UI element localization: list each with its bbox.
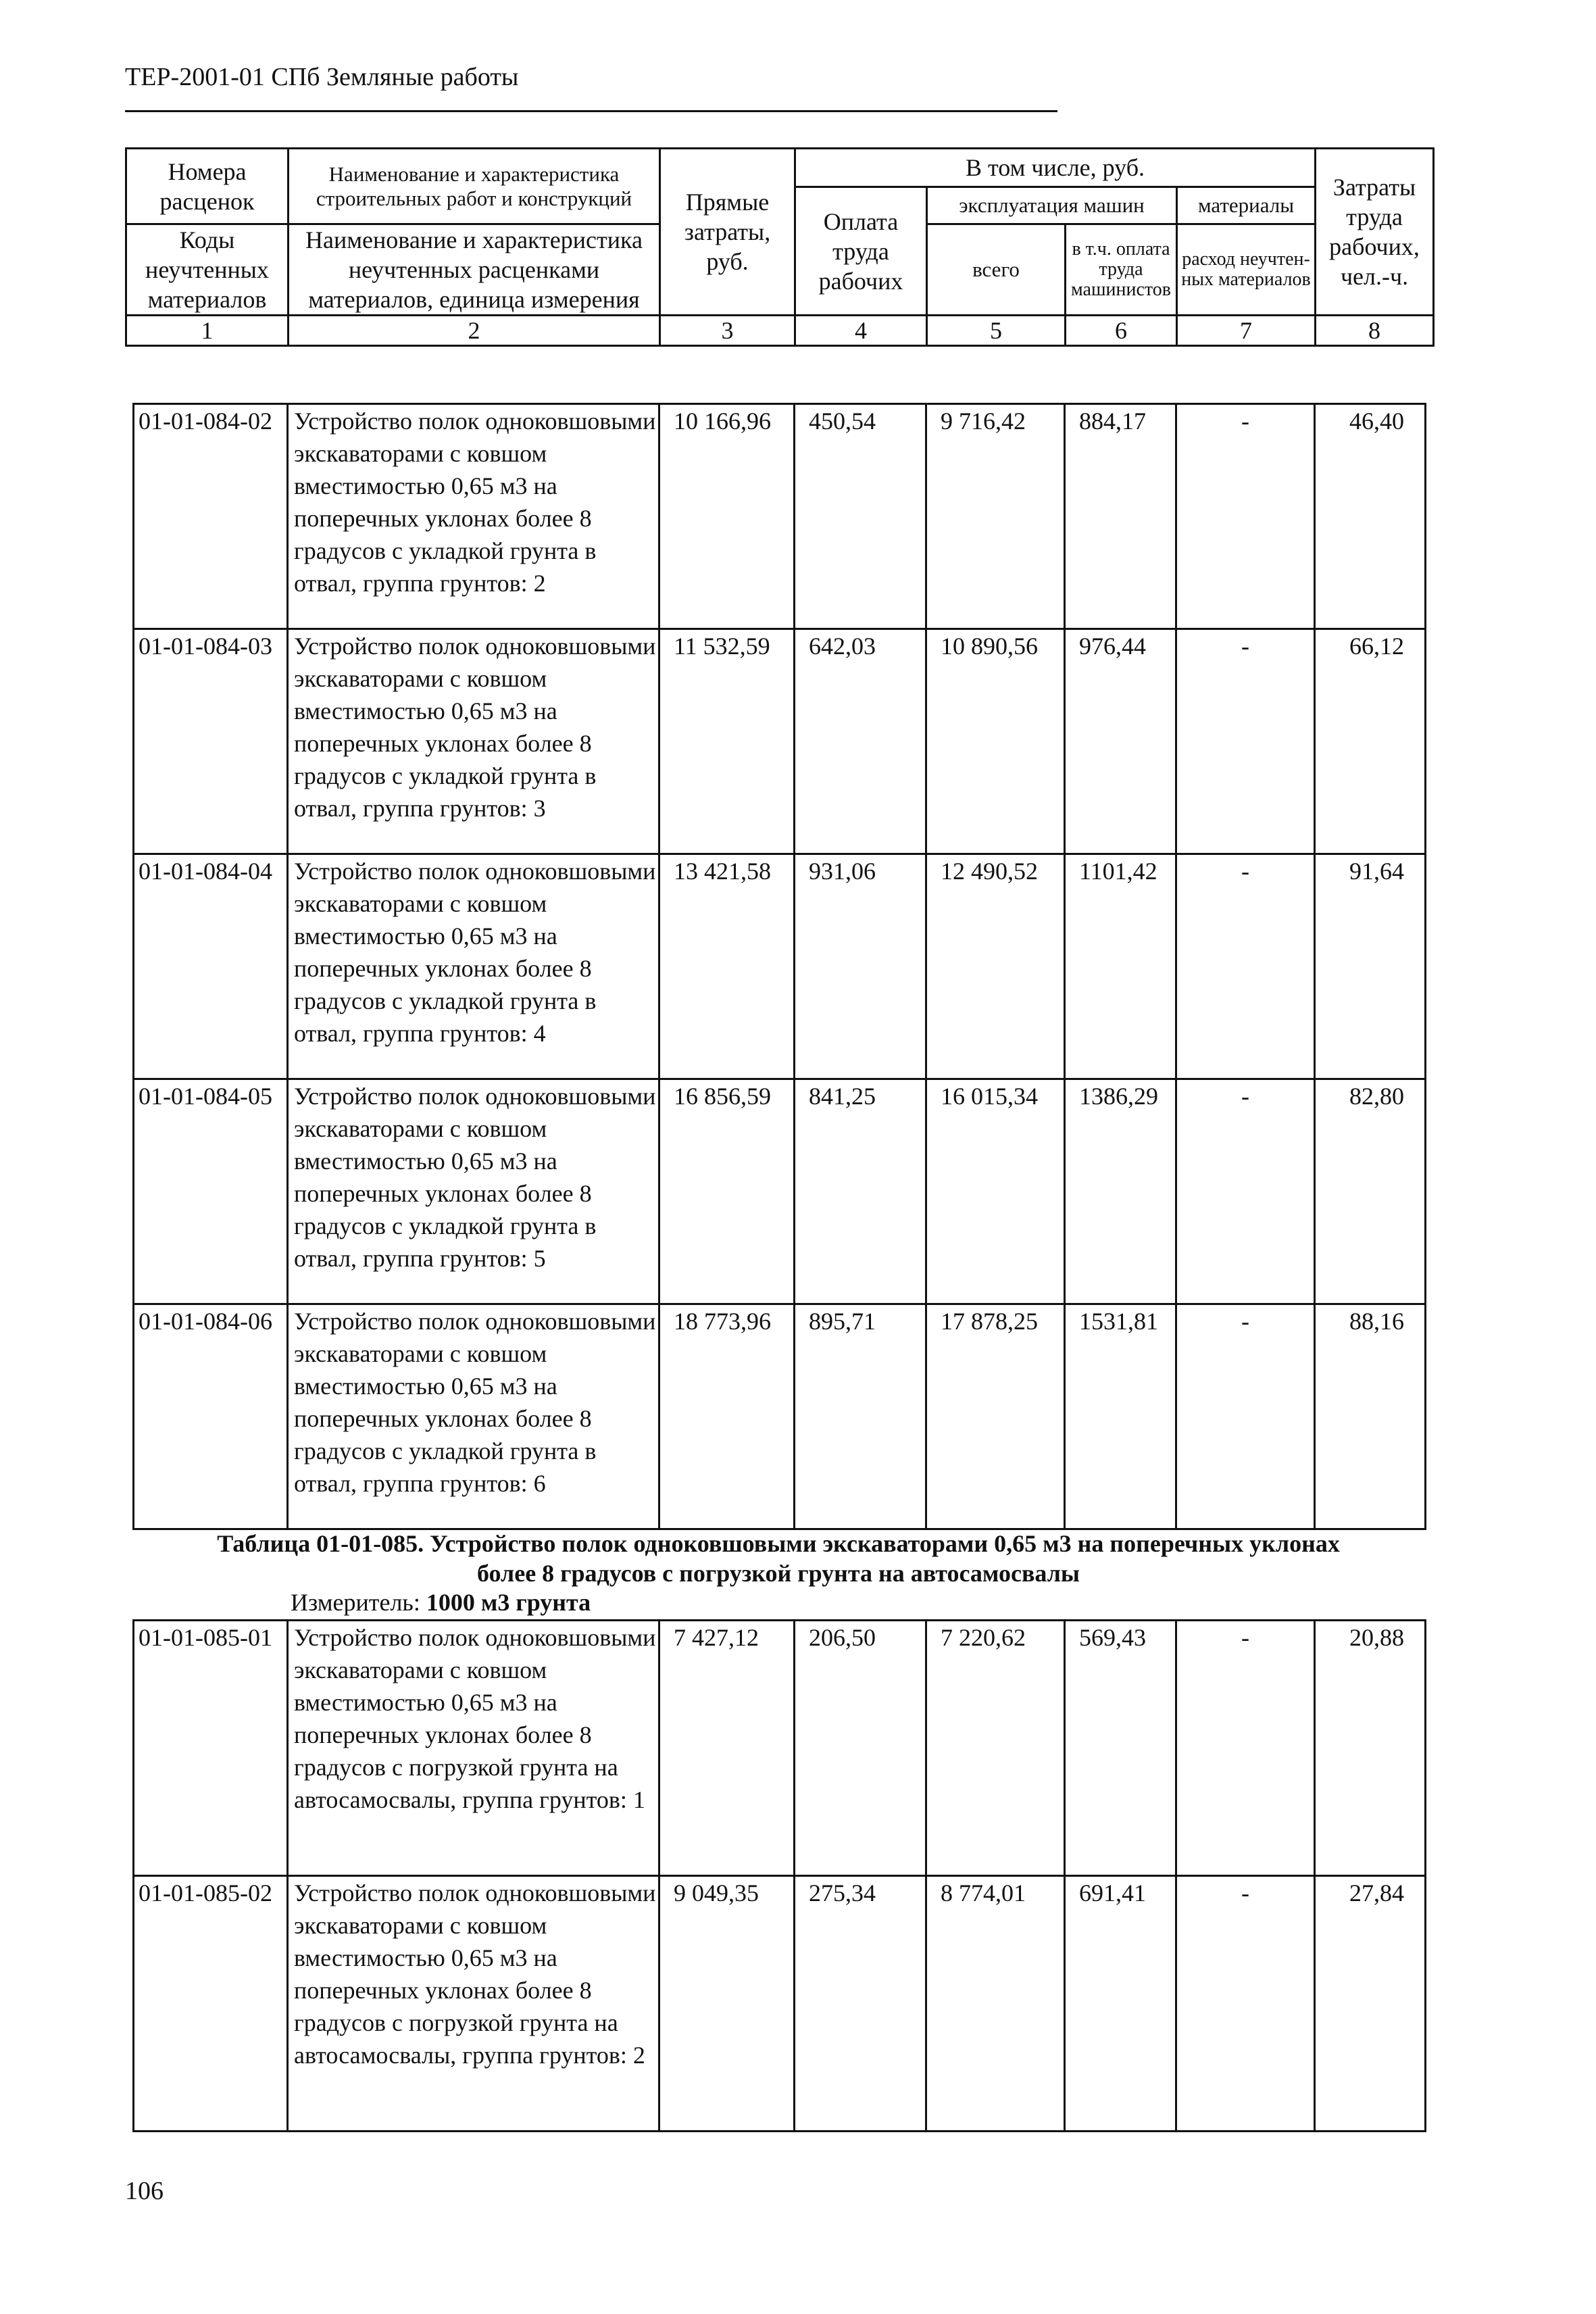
rate-description: Устройство полок одноковшовыми экскаваторами с ковшом вместимостью 0,65 м3 на поперечных уклонах более 8 градусов с погрузкой грунта на автосамосвалы, группа грунтов: 1 bbox=[288, 1621, 659, 1876]
rate-description: Устройство полок одноковшовыми экскаваторами с ковшом вместимостью 0,65 м3 на поперечных уклонах более 8 градусов с укладкой грунта в отвал, группа грунтов: 2 bbox=[288, 404, 659, 629]
rates-table-085 bbox=[132, 1619, 1426, 2132]
labor-hours: 27,84 bbox=[1315, 1876, 1426, 2132]
machinists-pay: 1101,42 bbox=[1065, 854, 1176, 1079]
direct-costs: 10 166,96 bbox=[659, 404, 795, 629]
machinists-pay: 1386,29 bbox=[1065, 1079, 1176, 1304]
header-rule bbox=[125, 110, 1057, 112]
col-header-materials: материалы bbox=[1177, 187, 1316, 224]
col-header-labor-pay: Оплата труда рабочих bbox=[795, 187, 927, 316]
direct-costs: 11 532,59 bbox=[659, 629, 795, 854]
labor-hours: 46,40 bbox=[1315, 404, 1426, 629]
col-number-5: 5 bbox=[927, 316, 1066, 346]
machines-total: 10 890,56 bbox=[926, 629, 1065, 854]
rate-description: Устройство полок одноковшовыми экскаваторами с ковшом вместимостью 0,65 м3 на поперечных уклонах более 8 градусов с укладкой грунта в отвал, группа грунтов: 3 bbox=[288, 629, 659, 854]
labor-hours: 82,80 bbox=[1315, 1079, 1426, 1304]
col-header-unaccounted-materials: расход неучтен-ных материалов bbox=[1177, 224, 1316, 316]
unit-label: Измеритель: bbox=[291, 1589, 420, 1616]
machines-total: 7 220,62 bbox=[926, 1621, 1065, 1876]
table-row bbox=[134, 1876, 1426, 2132]
labor-pay: 841,25 bbox=[795, 1079, 926, 1304]
page-header-title: ТЕР-2001-01 СПб Земляные работы bbox=[125, 63, 519, 91]
table-row bbox=[134, 1079, 1426, 1304]
labor-pay: 275,34 bbox=[795, 1876, 926, 2132]
unaccounted-materials: - bbox=[1176, 404, 1315, 629]
rate-code: 01-01-084-03 bbox=[134, 629, 288, 854]
labor-pay: 895,71 bbox=[795, 1304, 926, 1529]
rate-code: 01-01-084-02 bbox=[134, 404, 288, 629]
machinists-pay: 569,43 bbox=[1065, 1621, 1176, 1876]
table-085-caption bbox=[132, 1529, 1424, 1588]
rate-description: Устройство полок одноковшовыми экскаваторами с ковшом вместимостью 0,65 м3 на поперечных уклонах более 8 градусов с погрузкой грунта на автосамосвалы, группа грунтов: 2 bbox=[288, 1876, 659, 2132]
labor-hours: 91,64 bbox=[1315, 854, 1426, 1079]
col-header-machinists-pay: в т.ч. оплата труда машинистов bbox=[1066, 224, 1177, 316]
labor-hours: 66,12 bbox=[1315, 629, 1426, 854]
labor-pay: 450,54 bbox=[795, 404, 926, 629]
rates-table-084 bbox=[132, 403, 1426, 1530]
labor-hours: 88,16 bbox=[1315, 1304, 1426, 1529]
machines-total: 12 490,52 bbox=[926, 854, 1065, 1079]
machines-total: 17 878,25 bbox=[926, 1304, 1065, 1529]
col-number-4: 4 bbox=[795, 316, 927, 346]
machines-total: 9 716,42 bbox=[926, 404, 1065, 629]
machinists-pay: 884,17 bbox=[1065, 404, 1176, 629]
table-085-unit bbox=[291, 1588, 591, 1617]
rate-description: Устройство полок одноковшовыми экскаваторами с ковшом вместимостью 0,65 м3 на поперечных уклонах более 8 градусов с укладкой грунта в отвал, группа грунтов: 6 bbox=[288, 1304, 659, 1529]
col-number-6: 6 bbox=[1066, 316, 1177, 346]
col-number-1: 1 bbox=[126, 316, 289, 346]
machinists-pay: 1531,81 bbox=[1065, 1304, 1176, 1529]
col-header-work-name: Наименование и характеристика строительных работ и конструкций bbox=[289, 149, 660, 224]
table-row bbox=[134, 629, 1426, 854]
col-header-rate-numbers: Номера расценок bbox=[126, 149, 289, 224]
unaccounted-materials: - bbox=[1176, 1079, 1315, 1304]
rate-code: 01-01-085-02 bbox=[134, 1876, 288, 2132]
page-number: 106 bbox=[125, 2177, 164, 2205]
unaccounted-materials: - bbox=[1176, 629, 1315, 854]
col-number-2: 2 bbox=[289, 316, 660, 346]
col-header-material-codes: Коды неучтенных материалов bbox=[126, 224, 289, 316]
col-header-machines-total: всего bbox=[927, 224, 1066, 316]
rate-code: 01-01-085-01 bbox=[134, 1621, 288, 1876]
col-header-labor-hours: Затраты труда рабочих, чел.-ч. bbox=[1316, 149, 1434, 316]
table-085-caption-line1: Таблица 01-01-085. Устройство полок одноковшовыми экскаваторами 0,65 м3 на поперечных уклонах bbox=[217, 1530, 1340, 1557]
table-row bbox=[134, 1304, 1426, 1529]
col-header-direct-costs: Прямые затраты, руб. bbox=[660, 149, 795, 316]
direct-costs: 18 773,96 bbox=[659, 1304, 795, 1529]
col-number-7: 7 bbox=[1177, 316, 1316, 346]
unaccounted-materials: - bbox=[1176, 1876, 1315, 2132]
rate-code: 01-01-084-04 bbox=[134, 854, 288, 1079]
column-header-table bbox=[125, 147, 1435, 347]
unit-value: 1000 м3 грунта bbox=[426, 1589, 591, 1616]
col-number-8: 8 bbox=[1316, 316, 1434, 346]
table-row bbox=[134, 854, 1426, 1079]
col-number-3: 3 bbox=[660, 316, 795, 346]
col-header-including: В том числе, руб. bbox=[795, 149, 1316, 187]
unaccounted-materials: - bbox=[1176, 1304, 1315, 1529]
table-row bbox=[134, 1621, 1426, 1876]
labor-pay: 206,50 bbox=[795, 1621, 926, 1876]
rate-code: 01-01-084-06 bbox=[134, 1304, 288, 1529]
direct-costs: 7 427,12 bbox=[659, 1621, 795, 1876]
table-row bbox=[134, 404, 1426, 629]
labor-pay: 931,06 bbox=[795, 854, 926, 1079]
machinists-pay: 691,41 bbox=[1065, 1876, 1176, 2132]
rate-description: Устройство полок одноковшовыми экскаваторами с ковшом вместимостью 0,65 м3 на поперечных уклонах более 8 градусов с укладкой грунта в отвал, группа грунтов: 4 bbox=[288, 854, 659, 1079]
machinists-pay: 976,44 bbox=[1065, 629, 1176, 854]
labor-pay: 642,03 bbox=[795, 629, 926, 854]
col-header-material-names: Наименование и характеристика неучтенных расценками материалов, единица измерения bbox=[289, 224, 660, 316]
direct-costs: 9 049,35 bbox=[659, 1876, 795, 2132]
unaccounted-materials: - bbox=[1176, 854, 1315, 1079]
unaccounted-materials: - bbox=[1176, 1621, 1315, 1876]
table-085-caption-line2: более 8 градусов с погрузкой грунта на автосамосвалы bbox=[476, 1560, 1080, 1587]
machines-total: 16 015,34 bbox=[926, 1079, 1065, 1304]
machines-total: 8 774,01 bbox=[926, 1876, 1065, 2132]
col-header-machines: эксплуатация машин bbox=[927, 187, 1177, 224]
labor-hours: 20,88 bbox=[1315, 1621, 1426, 1876]
direct-costs: 13 421,58 bbox=[659, 854, 795, 1079]
rate-code: 01-01-084-05 bbox=[134, 1079, 288, 1304]
direct-costs: 16 856,59 bbox=[659, 1079, 795, 1304]
rate-description: Устройство полок одноковшовыми экскаваторами с ковшом вместимостью 0,65 м3 на поперечных уклонах более 8 градусов с укладкой грунта в отвал, группа грунтов: 5 bbox=[288, 1079, 659, 1304]
